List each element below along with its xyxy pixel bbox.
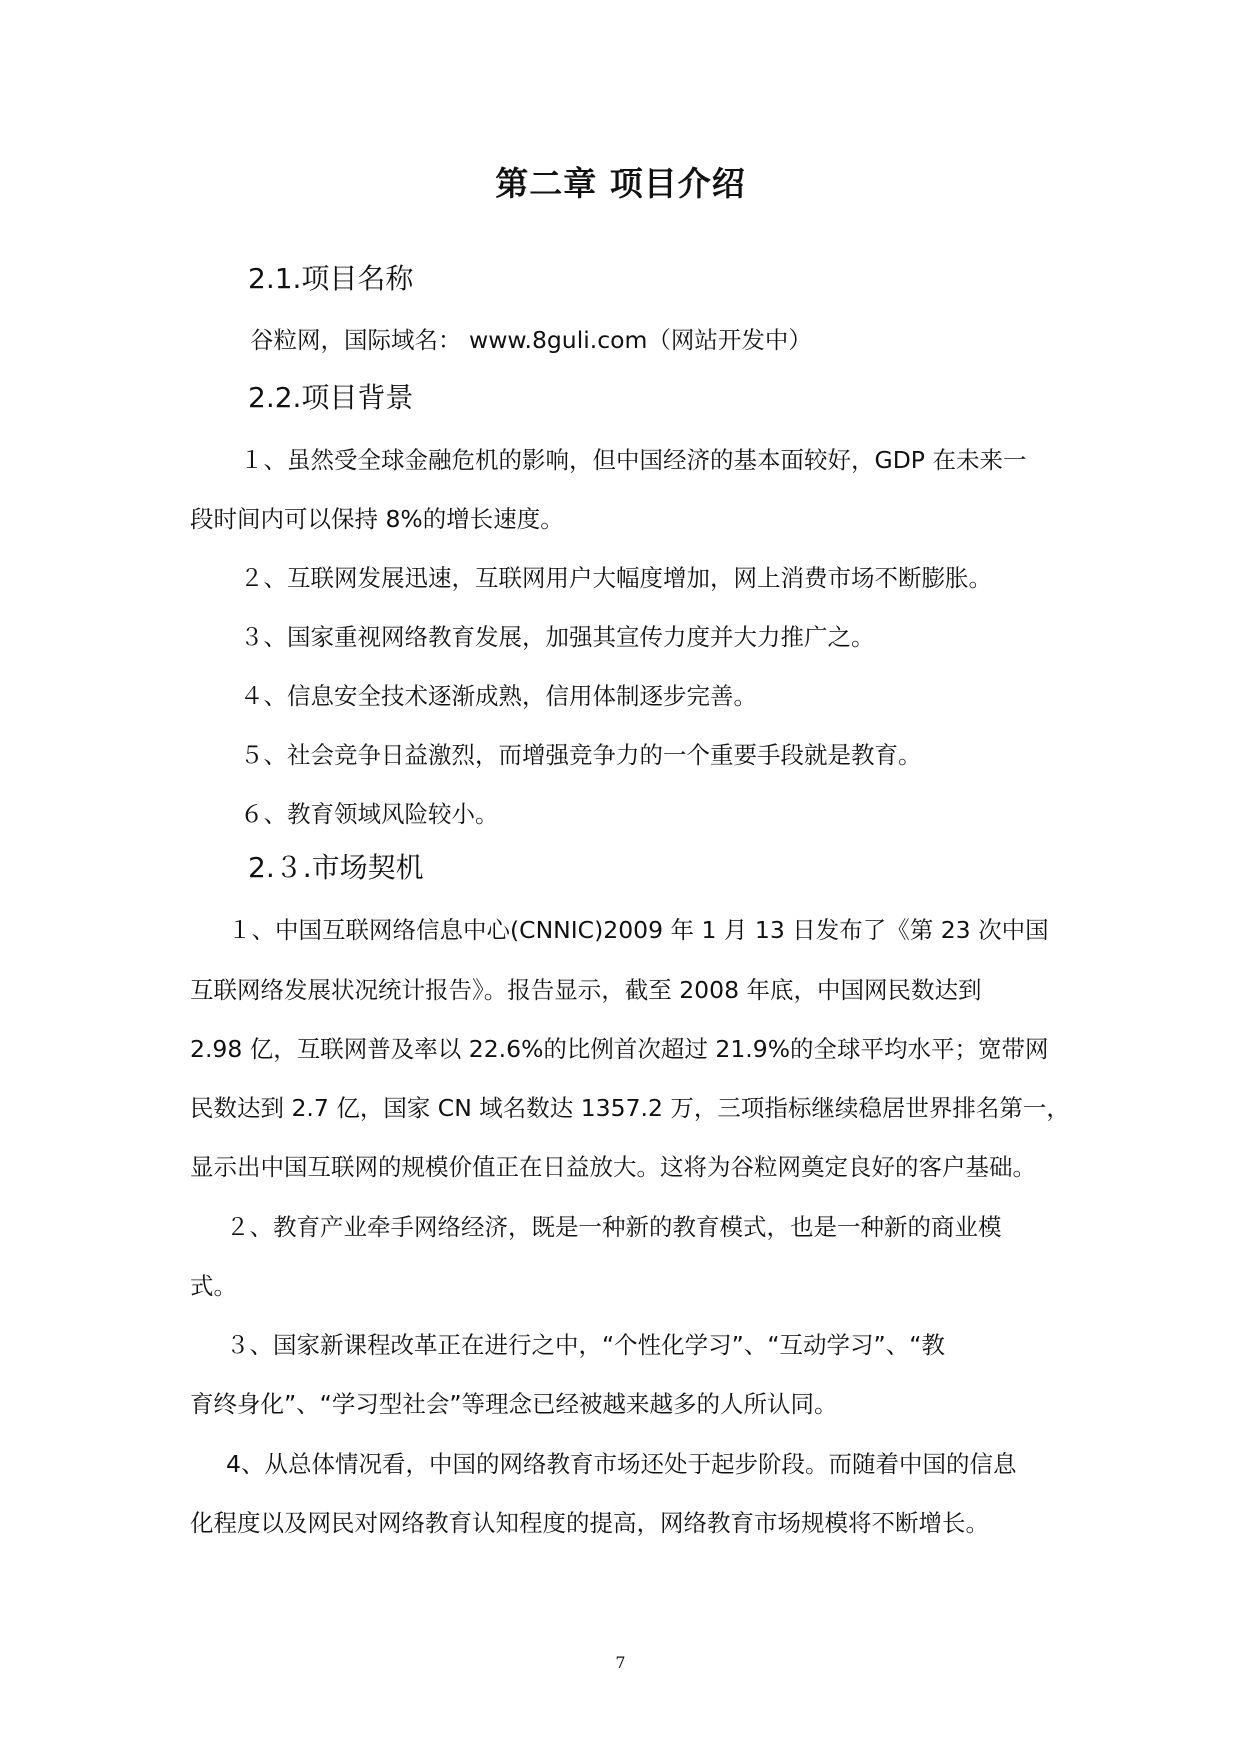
page-number: 7 bbox=[615, 1653, 626, 1672]
paragraph-line: 式。 bbox=[190, 1272, 237, 1300]
paragraph-line: 段时间内可以保持 8%的增长速度。 bbox=[190, 505, 564, 533]
paragraph-line: 2.98 亿，互联网普及率以 22.6%的比例首次超过 21.9%的全球平均水平；宽带网 bbox=[190, 1035, 1049, 1063]
paragraph-line: 显示出中国互联网的规模价值正在日益放大。这将为谷粒网奠定良好的客户基础。 bbox=[190, 1153, 1036, 1181]
paragraph-line: ４、信息安全技术逐渐成熟，信用体制逐步完善。 bbox=[240, 682, 757, 710]
paragraph-line: 互联网络发展状况统计报告》。报告显示，截至 2008 年底，中国网民数达到 bbox=[190, 976, 982, 1004]
section-heading-2-3: 2.３.市场契机 bbox=[248, 851, 424, 884]
paragraph-line: ２、教育产业牵手网络经济，既是一种新的教育模式，也是一种新的商业模 bbox=[226, 1213, 1002, 1241]
paragraph-line: ２、互联网发展迅速，互联网用户大幅度增加，网上消费市场不断膨胀。 bbox=[240, 564, 992, 592]
paragraph-line: １、虽然受全球金融危机的影响，但中国经济的基本面较好，GDP 在未来一 bbox=[240, 446, 1027, 474]
paragraph-line: 化程度以及网民对网络教育认知程度的提高，网络教育市场规模将不断增长。 bbox=[190, 1509, 989, 1537]
paragraph-line: 4、从总体情况看，中国的网络教育市场还处于起步阶段。而随着中国的信息 bbox=[226, 1450, 1017, 1478]
paragraph-line: １、中国互联网络信息中心(CNNIC)2009 年 1 月 13 日发布了《第 23 次中国 bbox=[228, 916, 1049, 944]
section-heading-2-2: 2.2.项目背景 bbox=[248, 381, 414, 414]
paragraph-line: 民数达到 2.7 亿，国家 CN 域名数达 1357.2 万，三项指标继续稳居世界排名第一， bbox=[190, 1094, 1070, 1122]
paragraph-line: ３、国家新课程改革正在进行之中，“个性化学习”、“互动学习”、“教 bbox=[226, 1331, 945, 1359]
paragraph-line: ６、教育领域风险较小。 bbox=[240, 800, 499, 828]
paragraph-line: ３、国家重视网络教育发展，加强其宣传力度并大力推广之。 bbox=[240, 623, 875, 651]
paragraph-line: ５、社会竞争日益激烈，而增强竞争力的一个重要手段就是教育。 bbox=[240, 741, 922, 769]
paragraph-line: 育终身化”、“学习型社会”等理念已经被越来越多的人所认同。 bbox=[190, 1390, 838, 1418]
paragraph-line: 谷粒网，国际域名： www.8guli.com（网站开发中） bbox=[250, 326, 812, 354]
chapter-title: 第二章 项目介绍 bbox=[495, 164, 746, 203]
section-heading-2-1: 2.1.项目名称 bbox=[248, 262, 414, 295]
